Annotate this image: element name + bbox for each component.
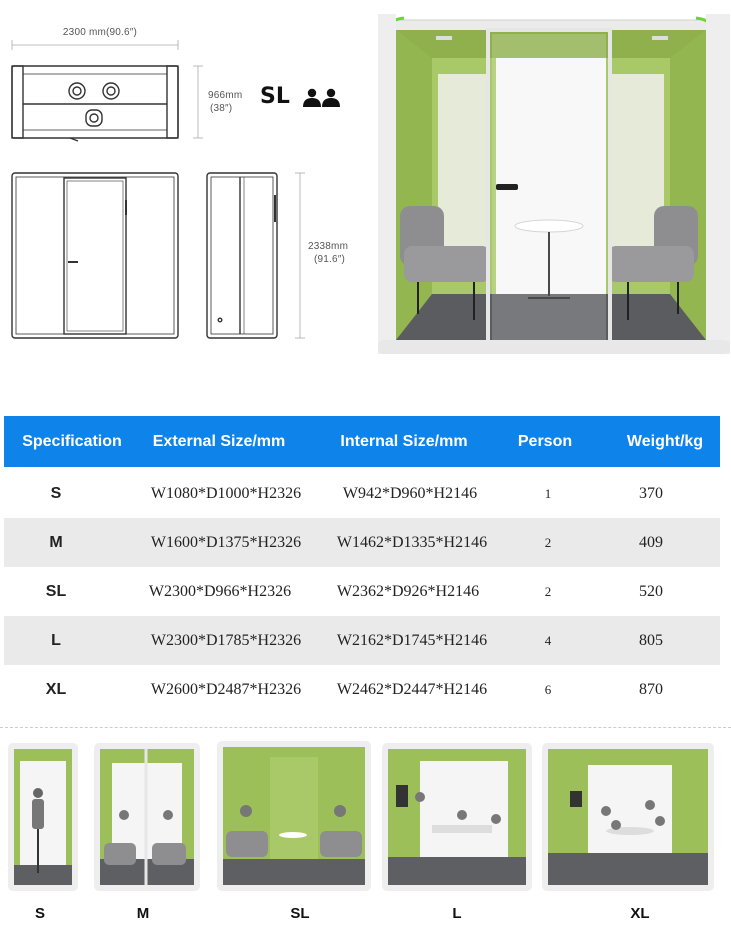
cell-weight: 520 <box>639 583 663 600</box>
cell-weight: 370 <box>639 485 663 502</box>
cell-person: 2 <box>544 535 552 550</box>
cell-weight: 409 <box>639 534 663 551</box>
caption-xl: XL <box>630 905 650 922</box>
table-row <box>4 469 720 518</box>
table-row <box>4 518 720 567</box>
drawing-svg <box>0 0 370 360</box>
pod-image-l <box>382 743 532 891</box>
section-divider <box>0 727 731 728</box>
caption-l: L <box>452 905 462 922</box>
header-person: Person <box>517 433 573 450</box>
table-header <box>4 416 720 467</box>
height-dimension-mm: 2338mm <box>308 241 349 252</box>
cell-internal: W1462*D1335*H2146 <box>336 534 488 551</box>
caption-sl: SL <box>290 905 310 922</box>
width-dimension-label: 2300 mm(90.6″) <box>62 27 138 38</box>
cell-spec: XL <box>45 681 67 698</box>
cell-person: 6 <box>544 682 552 697</box>
table-row <box>4 665 720 714</box>
table-row <box>4 567 720 616</box>
caption-s: S <box>34 905 45 922</box>
cell-person: 2 <box>544 584 552 599</box>
side-view-drawing <box>207 173 277 338</box>
cell-internal: W2462*D2447*H2146 <box>336 681 488 698</box>
top-view-drawing <box>12 66 178 141</box>
cell-internal: W2362*D926*H2146 <box>336 583 480 600</box>
cell-internal: W2162*D1745*H2146 <box>336 632 488 649</box>
caption-m: M <box>136 905 150 922</box>
cell-person: 4 <box>544 633 552 648</box>
cell-external: W2300*D1785*H2326 <box>150 632 302 649</box>
width-dimension-line <box>12 40 178 50</box>
header-internal-size: Internal Size/mm <box>340 433 468 450</box>
cell-external: W2600*D2487*H2326 <box>150 681 302 698</box>
depth-dimension-mm: 966mm <box>208 90 243 101</box>
pod-image-m <box>94 743 200 891</box>
two-people-icon <box>302 88 342 108</box>
cell-external: W2300*D966*H2326 <box>148 583 292 600</box>
cell-weight: 805 <box>639 632 663 649</box>
depth-dimension-line <box>193 66 203 138</box>
cell-external: W1080*D1000*H2326 <box>150 485 302 502</box>
cell-spec: S <box>50 485 62 502</box>
cell-spec: M <box>49 534 63 551</box>
depth-dimension-in: (38″) <box>210 103 233 114</box>
cell-external: W1600*D1375*H2326 <box>150 534 302 551</box>
cell-weight: 870 <box>639 681 663 698</box>
pod-gallery <box>0 735 731 900</box>
header-specification: Specification <box>22 433 122 450</box>
technical-drawings <box>0 0 370 360</box>
pod-image-s <box>8 743 78 891</box>
cell-person: 1 <box>544 486 552 501</box>
header-weight: Weight/kg <box>626 433 704 450</box>
height-dimension-in: (91.6″) <box>314 254 346 265</box>
pod-image-sl <box>217 741 371 891</box>
cell-spec: SL <box>45 583 67 600</box>
cell-spec: L <box>51 632 61 649</box>
pod-render-sl <box>378 14 730 354</box>
front-view-drawing <box>12 173 178 338</box>
cell-internal: W942*D960*H2146 <box>342 485 478 502</box>
table-row <box>4 616 720 665</box>
header-external-size: External Size/mm <box>152 433 286 450</box>
model-badge: SL <box>260 84 290 109</box>
pod-image-xl <box>542 743 714 891</box>
height-dimension-line <box>295 173 305 338</box>
